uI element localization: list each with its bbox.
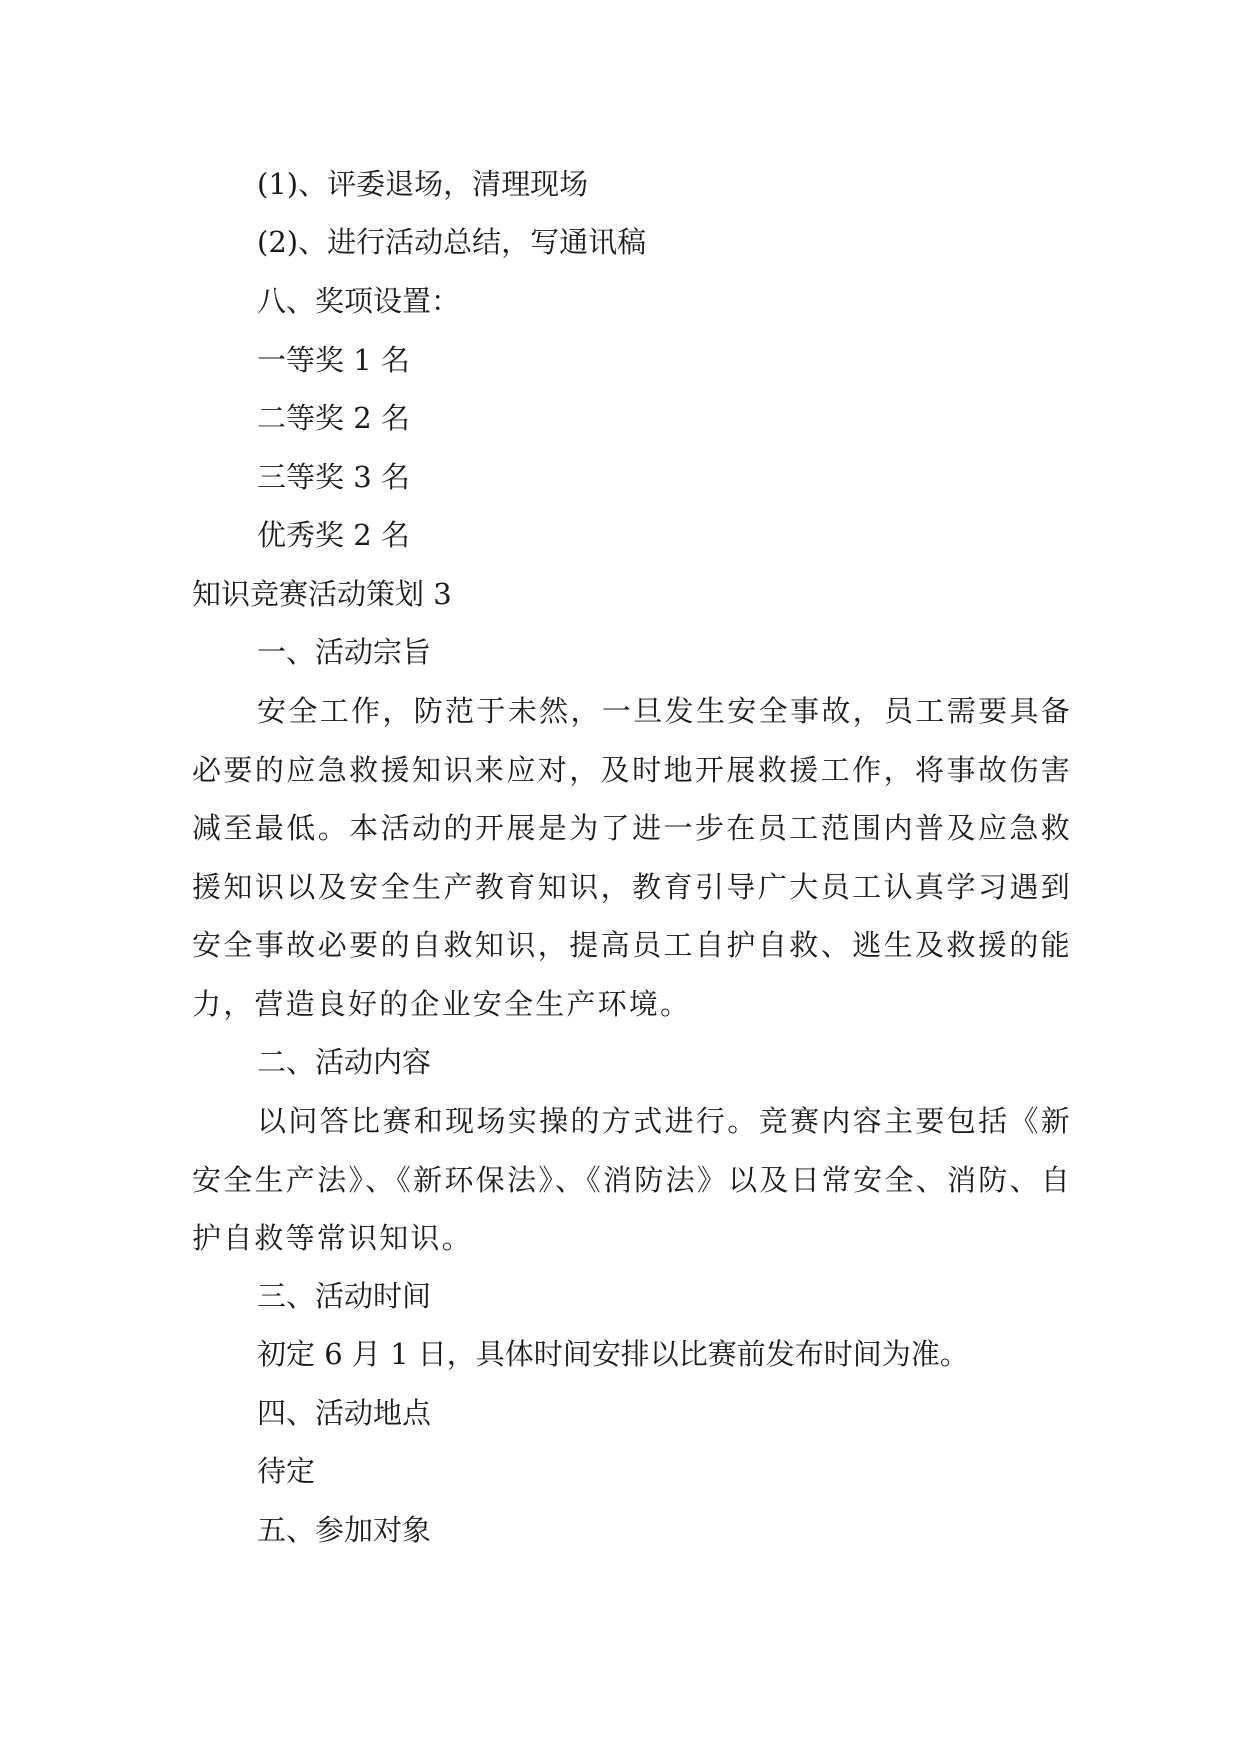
content-paragraph: 以问答比赛和现场实操的方式进行。竞赛内容主要包括《新安全生产法》、《新环保法》、《消防法》以及日常安全、消防、自护自救等常识知识。	[192, 1104, 1072, 1256]
content-heading: 二、活动内容	[257, 1045, 432, 1079]
participants-heading: 五、参加对象	[257, 1513, 432, 1547]
award-third-prize: 三等奖 3 名	[257, 460, 410, 494]
award-first-prize: 一等奖 1 名	[257, 343, 410, 377]
time-text: 初定 6 月 1 日，具体时间安排以比赛前发布时间为准。	[257, 1337, 969, 1371]
closing-step-1: (1)、评委退场，清理现场	[257, 167, 589, 201]
plan-title: 知识竞赛活动策划 3	[192, 577, 452, 611]
award-excellence-prize: 优秀奖 2 名	[257, 518, 410, 552]
purpose-paragraph: 安全工作，防范于未然，一旦发生安全事故，员工需要具备必要的应急救援知识来应对，及时地开展救援工作，将事故伤害减至最低。本活动的开展是为了进一步在员工范围内普及应急救援知识以及安全生产教育知识，教育引导广大员工认真学习遇到安全事故必要的自救知识，提高员工自护自救、逃生及救援的能力，营造良好的企业安全生产环境。	[192, 694, 1072, 1021]
location-text: 待定	[257, 1454, 316, 1488]
time-heading: 三、活动时间	[257, 1279, 432, 1313]
award-second-prize: 二等奖 2 名	[257, 401, 410, 435]
purpose-heading: 一、活动宗旨	[257, 635, 432, 669]
closing-step-2: (2)、进行活动总结，写通讯稿	[257, 225, 647, 259]
location-heading: 四、活动地点	[257, 1396, 432, 1430]
awards-heading: 八、奖项设置：	[257, 284, 461, 318]
